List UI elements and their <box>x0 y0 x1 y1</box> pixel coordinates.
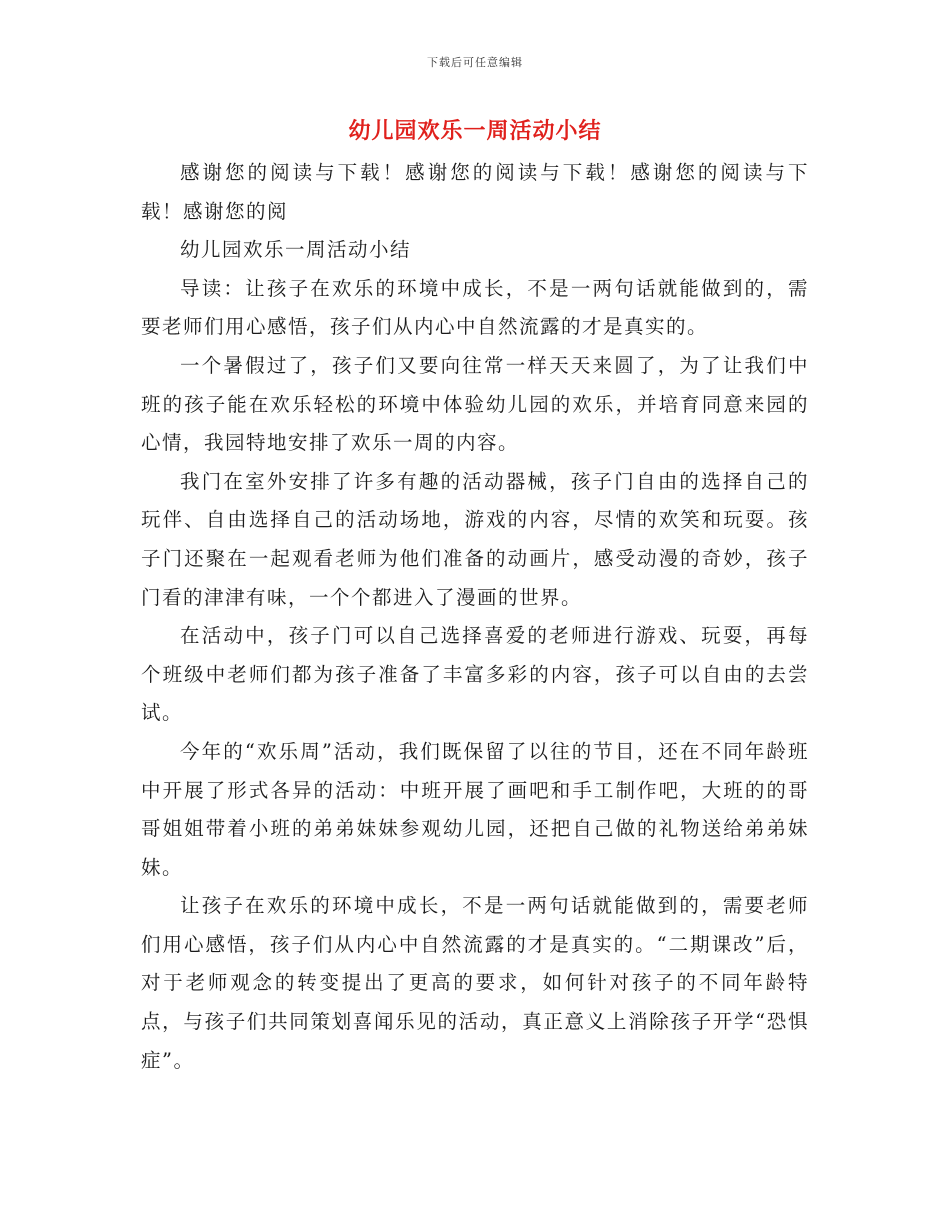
paragraph: 今年的“欢乐周”活动，我们既保留了以往的节目，还在不同年龄班中开展了形式各异的活动：中班开展了画吧和手工制作吧，大班的的哥哥姐姐带着小班的弟弟妹妹参观幼儿园，还把自己做的礼物送给弟弟妹妹。 <box>141 739 809 879</box>
paragraph: 感谢您的阅读与下载！感谢您的阅读与下载！感谢您的阅读与下载！感谢您的阅 <box>141 161 809 223</box>
paragraph: 导读：让孩子在欢乐的环境中成长，不是一两句话就能做到的，需要老师们用心感悟，孩子们从内心中自然流露的才是真实的。 <box>141 276 809 339</box>
paragraph: 让孩子在欢乐的环境中成长，不是一两句话就能做到的，需要老师们用心感悟，孩子们从内心中自然流露的才是真实的。“二期课改”后，对于老师观念的转变提出了更高的要求，如何针对孩子的不同年龄特点，与孩子们共同策划喜闻乐见的活动，真正意义上消除孩子开学“恐惧症”。 <box>141 894 809 1072</box>
paragraph: 幼儿园欢乐一周活动小结 <box>180 238 412 262</box>
paragraph: 一个暑假过了，孩子们又要向往常一样天天来圆了，为了让我们中班的孩子能在欢乐轻松的环境中体验幼儿园的欢乐，并培育同意来园的心情，我园特地安排了欢乐一周的内容。 <box>141 353 809 455</box>
document-body <box>141 154 809 1080</box>
paragraph: 在活动中，孩子门可以自己选择喜爱的老师进行游戏、玩耍，再每个班级中老师们都为孩子准备了丰富多彩的内容，孩子可以自由的去尝试。 <box>141 624 809 725</box>
document-title: 幼儿园欢乐一周活动小结 <box>348 118 602 144</box>
paragraph: 我门在室外安排了许多有趣的活动器械，孩子门自由的选择自己的玩伴、自由选择自己的活动场地，游戏的内容，尽情的欢笑和玩耍。孩子门还聚在一起观看老师为他们准备的动画片，感受动漫的奇妙，孩子门看的津津有味，一个个都进入了漫画的世界。 <box>141 469 809 609</box>
header-note: 下载后可任意编辑 <box>427 56 523 69</box>
